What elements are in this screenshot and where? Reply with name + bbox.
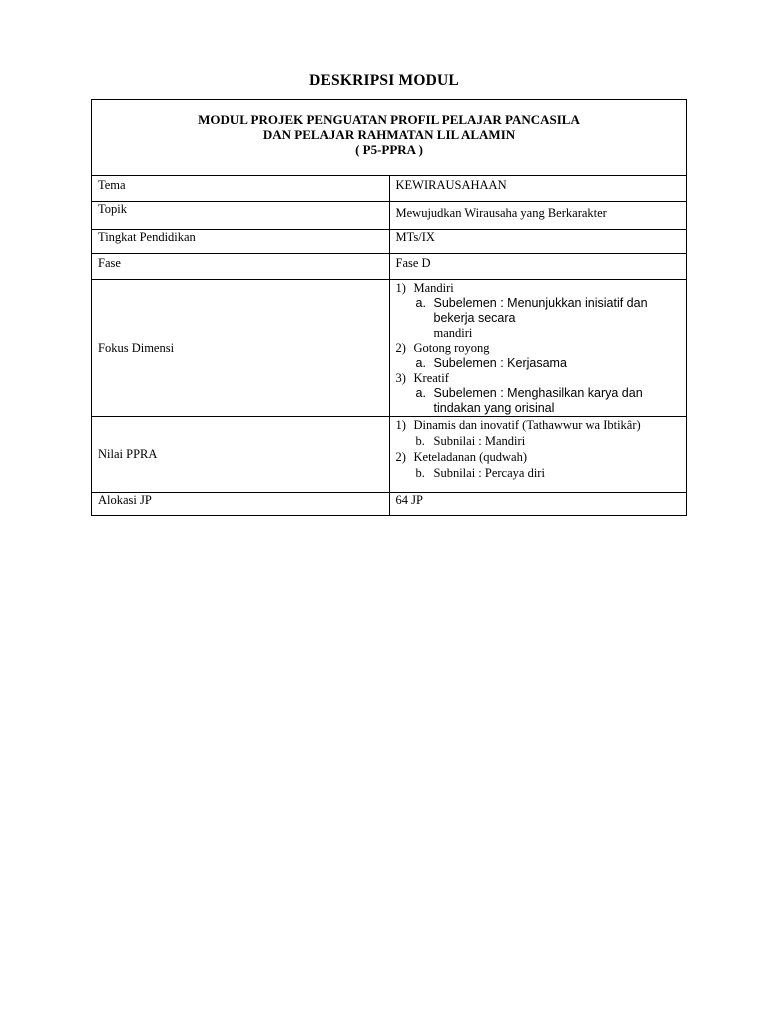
alokasi-label: Alokasi JP [92,493,390,516]
nilai-label: Nilai PPRA [92,417,390,493]
list-subitem: a. Subelemen : Kerjasama [415,356,567,370]
fase-value: Fase D [389,254,687,280]
header-line-2: DAN PELAJAR RAHMATAN LIL ALAMIN [262,127,516,142]
table-row-nilai [92,417,687,493]
alokasi-value: 64 JP [389,493,687,516]
tema-value: KEWIRAUSAHAAN [389,176,687,202]
table-row-fokus [92,280,687,417]
list-item: 2) Gotong royong [395,341,490,355]
table-row-tema [92,176,687,202]
fase-label: Fase [92,254,390,280]
module-description-table [91,99,687,516]
table-row-topik [92,202,687,230]
nilai-list [396,417,681,481]
page-title: DESKRIPSI MODUL [309,72,459,89]
list-item: 1) Dinamis dan inovatif (Tathawwur wa Ibtikâr) [395,418,641,432]
tingkat-value: MTs/IX [389,230,687,254]
table-header-row [92,100,687,176]
fokus-list [396,281,681,416]
list-item: 1) Mandiri [395,281,454,295]
header-line-1: MODUL PROJEK PENGUATAN PROFIL PELAJAR PANCASILA [198,112,580,127]
table-row-tingkat [92,230,687,254]
topik-value: Mewujudkan Wirausaha yang Berkarakter [389,202,687,230]
list-subitem: a. Subelemen : Menunjukkan inisiatif dan bekerja secara [415,296,648,325]
fokus-value [389,280,687,417]
list-subitem: a. Subelemen : Menghasilkan karya dan tindakan yang orisinal [415,386,643,415]
list-subitem-continuation: mandiri [433,326,473,340]
tingkat-label: Tingkat Pendidikan [92,230,390,254]
module-header-cell [92,100,687,176]
header-line-3: ( P5-PPRA ) [355,142,423,157]
list-item: 3) Kreatif [395,371,449,385]
list-subitem: b. Subnilai : Percaya diri [415,466,545,480]
nilai-value [389,417,687,493]
topik-label: Topik [92,202,390,230]
list-item: 2) Keteladanan (qudwah) [395,450,527,464]
table-row-alokasi [92,493,687,516]
fokus-label: Fokus Dimensi [92,280,390,417]
table-row-fase [92,254,687,280]
list-subitem: b. Subnilai : Mandiri [415,434,526,448]
tema-label: Tema [92,176,390,202]
